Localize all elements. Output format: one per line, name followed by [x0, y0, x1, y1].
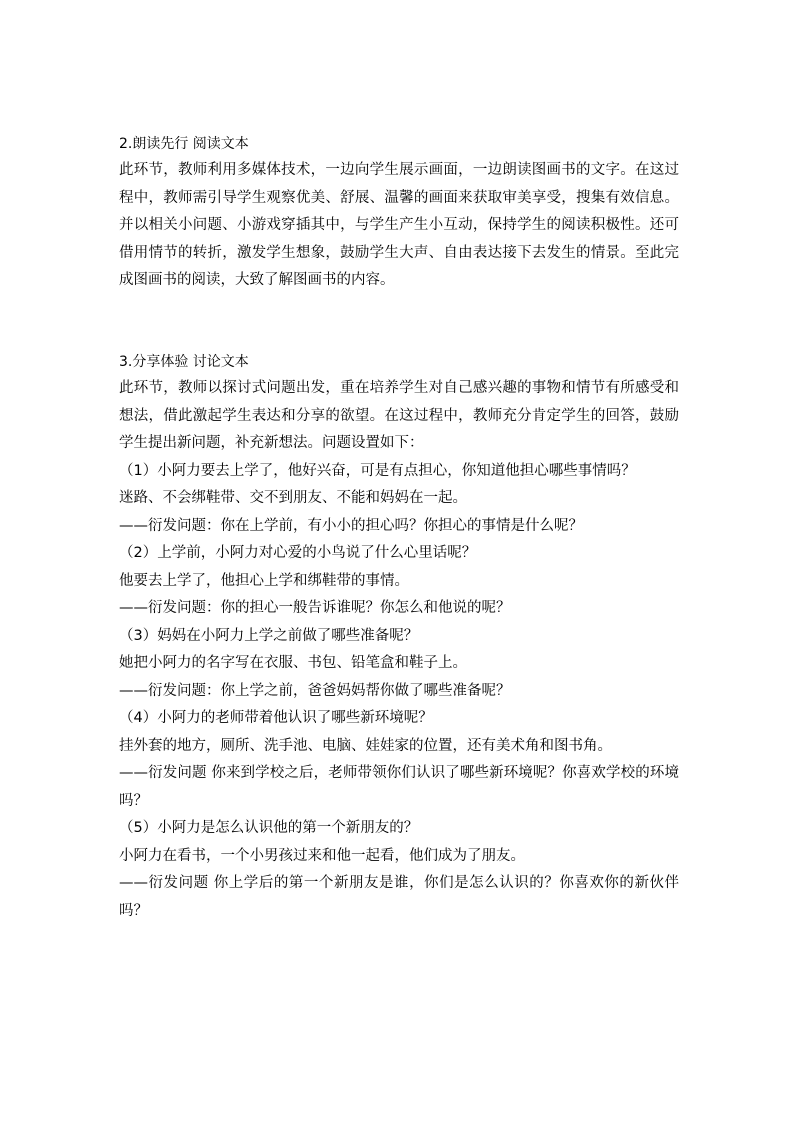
question-item — [119, 623, 679, 706]
section-heading: 2.朗读先行 阅读文本 — [119, 136, 249, 152]
question-text: （1）小阿力要去上学了，他好兴奋，可是有点担心，你知道他担心哪些事情吗？ — [119, 462, 636, 479]
answer-text: 他要去上学了，他担心上学和绑鞋带的事情。 — [119, 572, 409, 589]
followup-text: ——衍发问题：你上学之前，爸爸妈妈帮你做了哪些准备呢？ — [119, 682, 511, 699]
section-heading: 3.分享体验 讨论文本 — [119, 354, 249, 370]
followup-text: ——衍发问题：你的担心一般告诉谁呢？你怎么和他说的呢？ — [119, 600, 511, 616]
answer-text: 迷路、不会绑鞋带、交不到朋友、不能和妈妈在一起。 — [119, 490, 467, 506]
answer-text: 小阿力在看书，一个小男孩过来和他一起看，他们成为了朋友。 — [119, 847, 525, 864]
followup-text: ——衍发问题 你上学后的第一个新朋友是谁，你们是怎么认识的？你喜欢你的新伙伴吗？ — [119, 875, 679, 919]
section-paragraph: 此环节，教师以探讨式问题出发，重在培养学生对自己感兴趣的事物和情节有所感受和想法，借此激起学生表达和分享的欲望。在这过程中，教师充分肯定学生的回答，鼓励学生提出新问题，补充新想法。问题设置如下： — [119, 380, 679, 451]
question-item — [119, 815, 679, 925]
section-reading — [119, 131, 679, 295]
followup-text: ——衍发问题 你来到学校之后，老师带领你们认识了哪些新环境呢？你喜欢学校的环境吗？ — [119, 765, 679, 809]
question-text: （3）妈妈在小阿力上学之前做了哪些准备呢？ — [119, 627, 419, 644]
section-paragraph: 此环节，教师利用多媒体技术，一边向学生展示画面，一边朗读图画书的文字。在这过程中，教师需引导学生观察优美、舒展、温馨的画面来获取审美享受，搜集有效信息。并以相关小问题、小游戏穿插其中，与学生产生小互动，保持学生的阅读积极性。还可借用情节的转折，激发学生想象，鼓励学生大声、自由表达接下去发生的情景。至此完成图画书的阅读，大致了解图画书的内容。 — [119, 162, 679, 288]
question-item — [119, 540, 679, 623]
question-item — [119, 458, 679, 541]
answer-text: 挂外套的地方，厕所、洗手池、电脑、娃娃家的位置，还有美术角和图书角。 — [119, 737, 612, 754]
section-sharing — [119, 349, 679, 925]
question-list — [119, 458, 679, 926]
question-text: （2）上学前，小阿力对心爱的小鸟说了什么心里话呢？ — [119, 545, 477, 561]
answer-text: 她把小阿力的名字写在衣服、书包、铅笔盒和鞋子上。 — [119, 655, 467, 671]
question-text: （4）小阿力的老师带着他认识了哪些新环境呢？ — [119, 710, 433, 726]
followup-text: ——衍发问题：你在上学前，有小小的担心吗？你担心的事情是什么呢？ — [119, 517, 583, 534]
question-item — [119, 705, 679, 815]
question-text: （5）小阿力是怎么认识他的第一个新朋友的？ — [119, 820, 419, 836]
